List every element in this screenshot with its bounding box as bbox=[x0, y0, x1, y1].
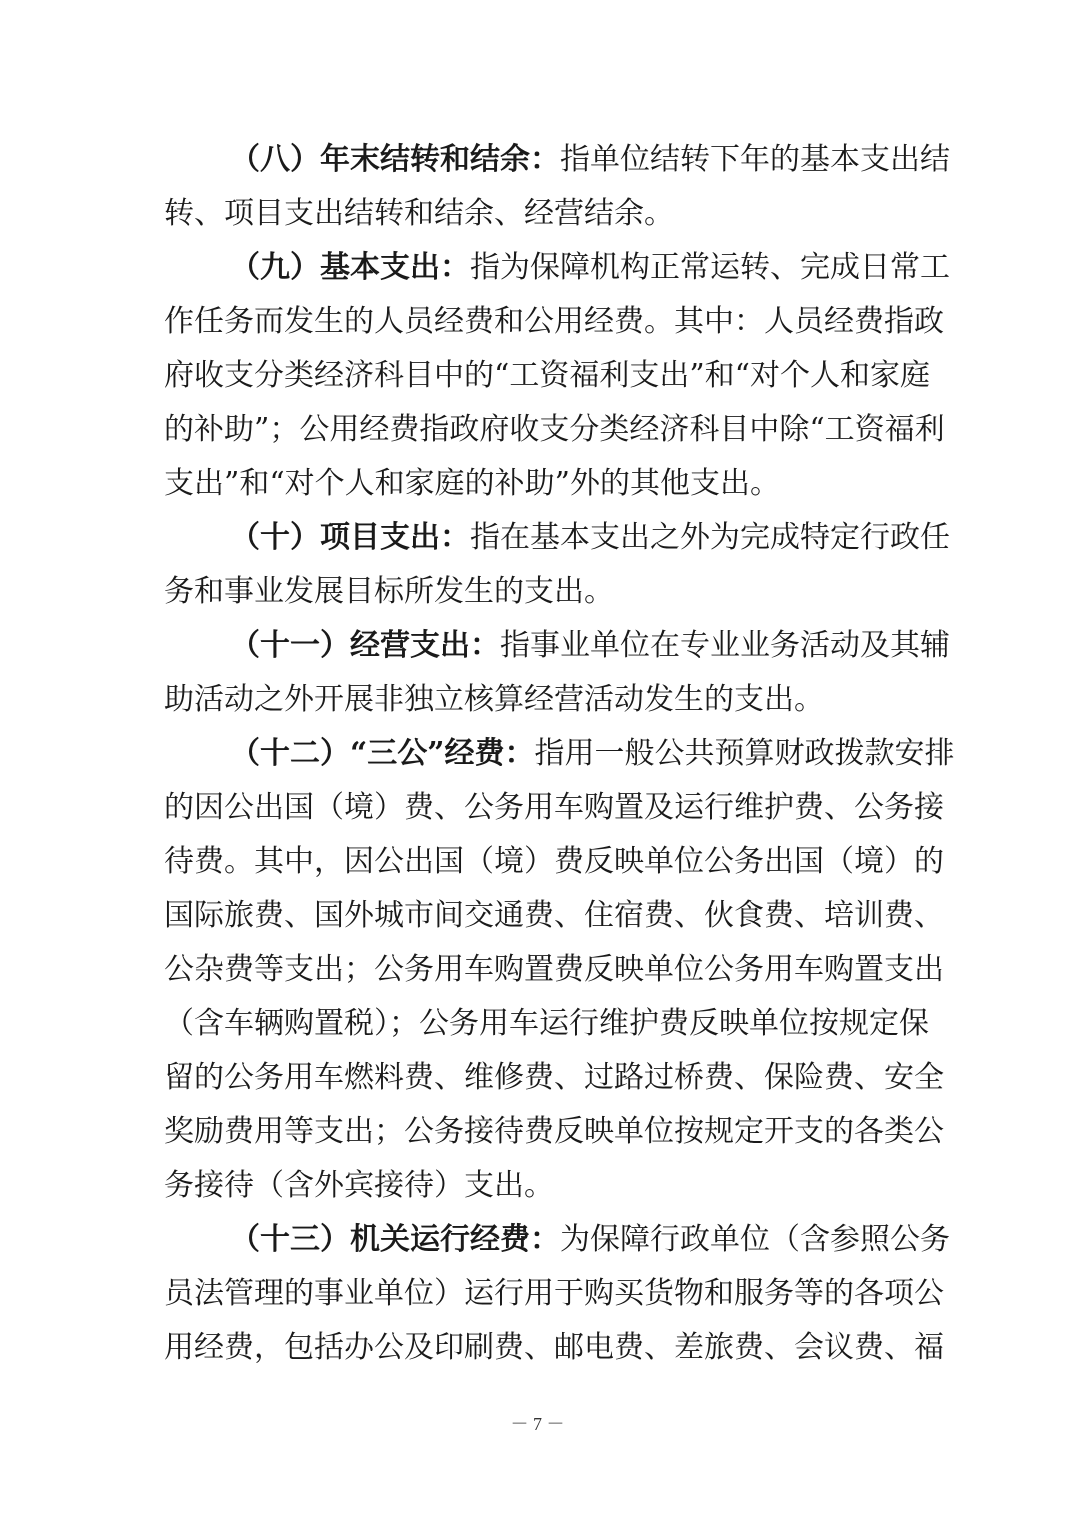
paragraph-line: 用经费，包括办公及印刷费、邮电费、差旅费、会议费、福 bbox=[164, 1330, 944, 1365]
paragraph-12 bbox=[164, 727, 955, 1213]
paragraph-line: 支出”和“对个人和家庭的补助”外的其他支出。 bbox=[164, 466, 781, 501]
paragraph-line bbox=[164, 1213, 950, 1267]
paragraph-9 bbox=[164, 241, 950, 511]
term-label: （八）年末结转和结余： bbox=[230, 142, 560, 177]
paragraph-line bbox=[164, 511, 950, 565]
line-text: 指在基本支出之外为完成特定行政任 bbox=[470, 520, 950, 555]
paragraph-line: 留的公务用车燃料费、维修费、过路过桥费、保险费、安全 bbox=[164, 1060, 944, 1095]
paragraph-line: 国际旅费、国外城市间交通费、住宿费、伙食费、培训费、 bbox=[164, 898, 944, 933]
paragraph-line: 务和事业发展目标所发生的支出。 bbox=[164, 574, 614, 609]
paragraph-line: 待费。其中，因公出国（境）费反映单位公务出国（境）的 bbox=[164, 844, 944, 879]
line-text: 为保障行政单位（含参照公务 bbox=[560, 1222, 950, 1257]
line-text: 指为保障机构正常运转、完成日常工 bbox=[470, 250, 950, 285]
paragraph-8 bbox=[164, 133, 950, 241]
page-number: － 7 － bbox=[510, 1414, 565, 1434]
paragraph-line: 公杂费等支出；公务用车购置费反映单位公务用车购置支出 bbox=[164, 952, 944, 987]
paragraph-line: （含车辆购置税）；公务用车运行维护费反映单位按规定保 bbox=[164, 1006, 929, 1041]
paragraph-line bbox=[164, 727, 955, 781]
paragraph-line: 奖励费用等支出；公务接待费反映单位按规定开支的各类公 bbox=[164, 1114, 944, 1149]
term-label: （九）基本支出： bbox=[230, 250, 470, 285]
paragraph-line: 员法管理的事业单位）运行用于购买货物和服务等的各项公 bbox=[164, 1276, 944, 1311]
paragraph-line bbox=[164, 241, 950, 295]
paragraph-line: 府收支分类经济科目中的“工资福利支出”和“对个人和家庭 bbox=[164, 358, 931, 393]
paragraph-line: 的因公出国（境）费、公务用车购置及运行维护费、公务接 bbox=[164, 790, 944, 825]
line-text: 指用一般公共预算财政拨款安排 bbox=[534, 736, 955, 771]
paragraph-13 bbox=[164, 1213, 950, 1375]
paragraph-line: 的补助”；公用经费指政府收支分类经济科目中除“工资福利 bbox=[164, 412, 945, 447]
paragraph-line bbox=[164, 619, 950, 673]
paragraph-11 bbox=[164, 619, 950, 727]
term-label: （十三）机关运行经费： bbox=[230, 1222, 560, 1257]
paragraph-line: 作任务而发生的人员经费和公用经费。其中：人员经费指政 bbox=[164, 304, 944, 339]
line-text: 指单位结转下年的基本支出结 bbox=[560, 142, 950, 177]
paragraph-line: 务接待（含外宾接待）支出。 bbox=[164, 1168, 554, 1203]
term-label: （十一）经营支出： bbox=[230, 628, 500, 663]
term-label: （十二）“三公”经费： bbox=[230, 736, 535, 771]
term-label: （十）项目支出： bbox=[230, 520, 470, 555]
line-text: 指事业单位在专业业务活动及其辅 bbox=[500, 628, 950, 663]
paragraph-10 bbox=[164, 511, 950, 619]
paragraph-line bbox=[164, 133, 950, 187]
paragraph-line: 助活动之外开展非独立核算经营活动发生的支出。 bbox=[164, 682, 824, 717]
paragraph-line: 转、项目支出结转和结余、经营结余。 bbox=[164, 196, 674, 231]
document-body bbox=[164, 133, 955, 1375]
